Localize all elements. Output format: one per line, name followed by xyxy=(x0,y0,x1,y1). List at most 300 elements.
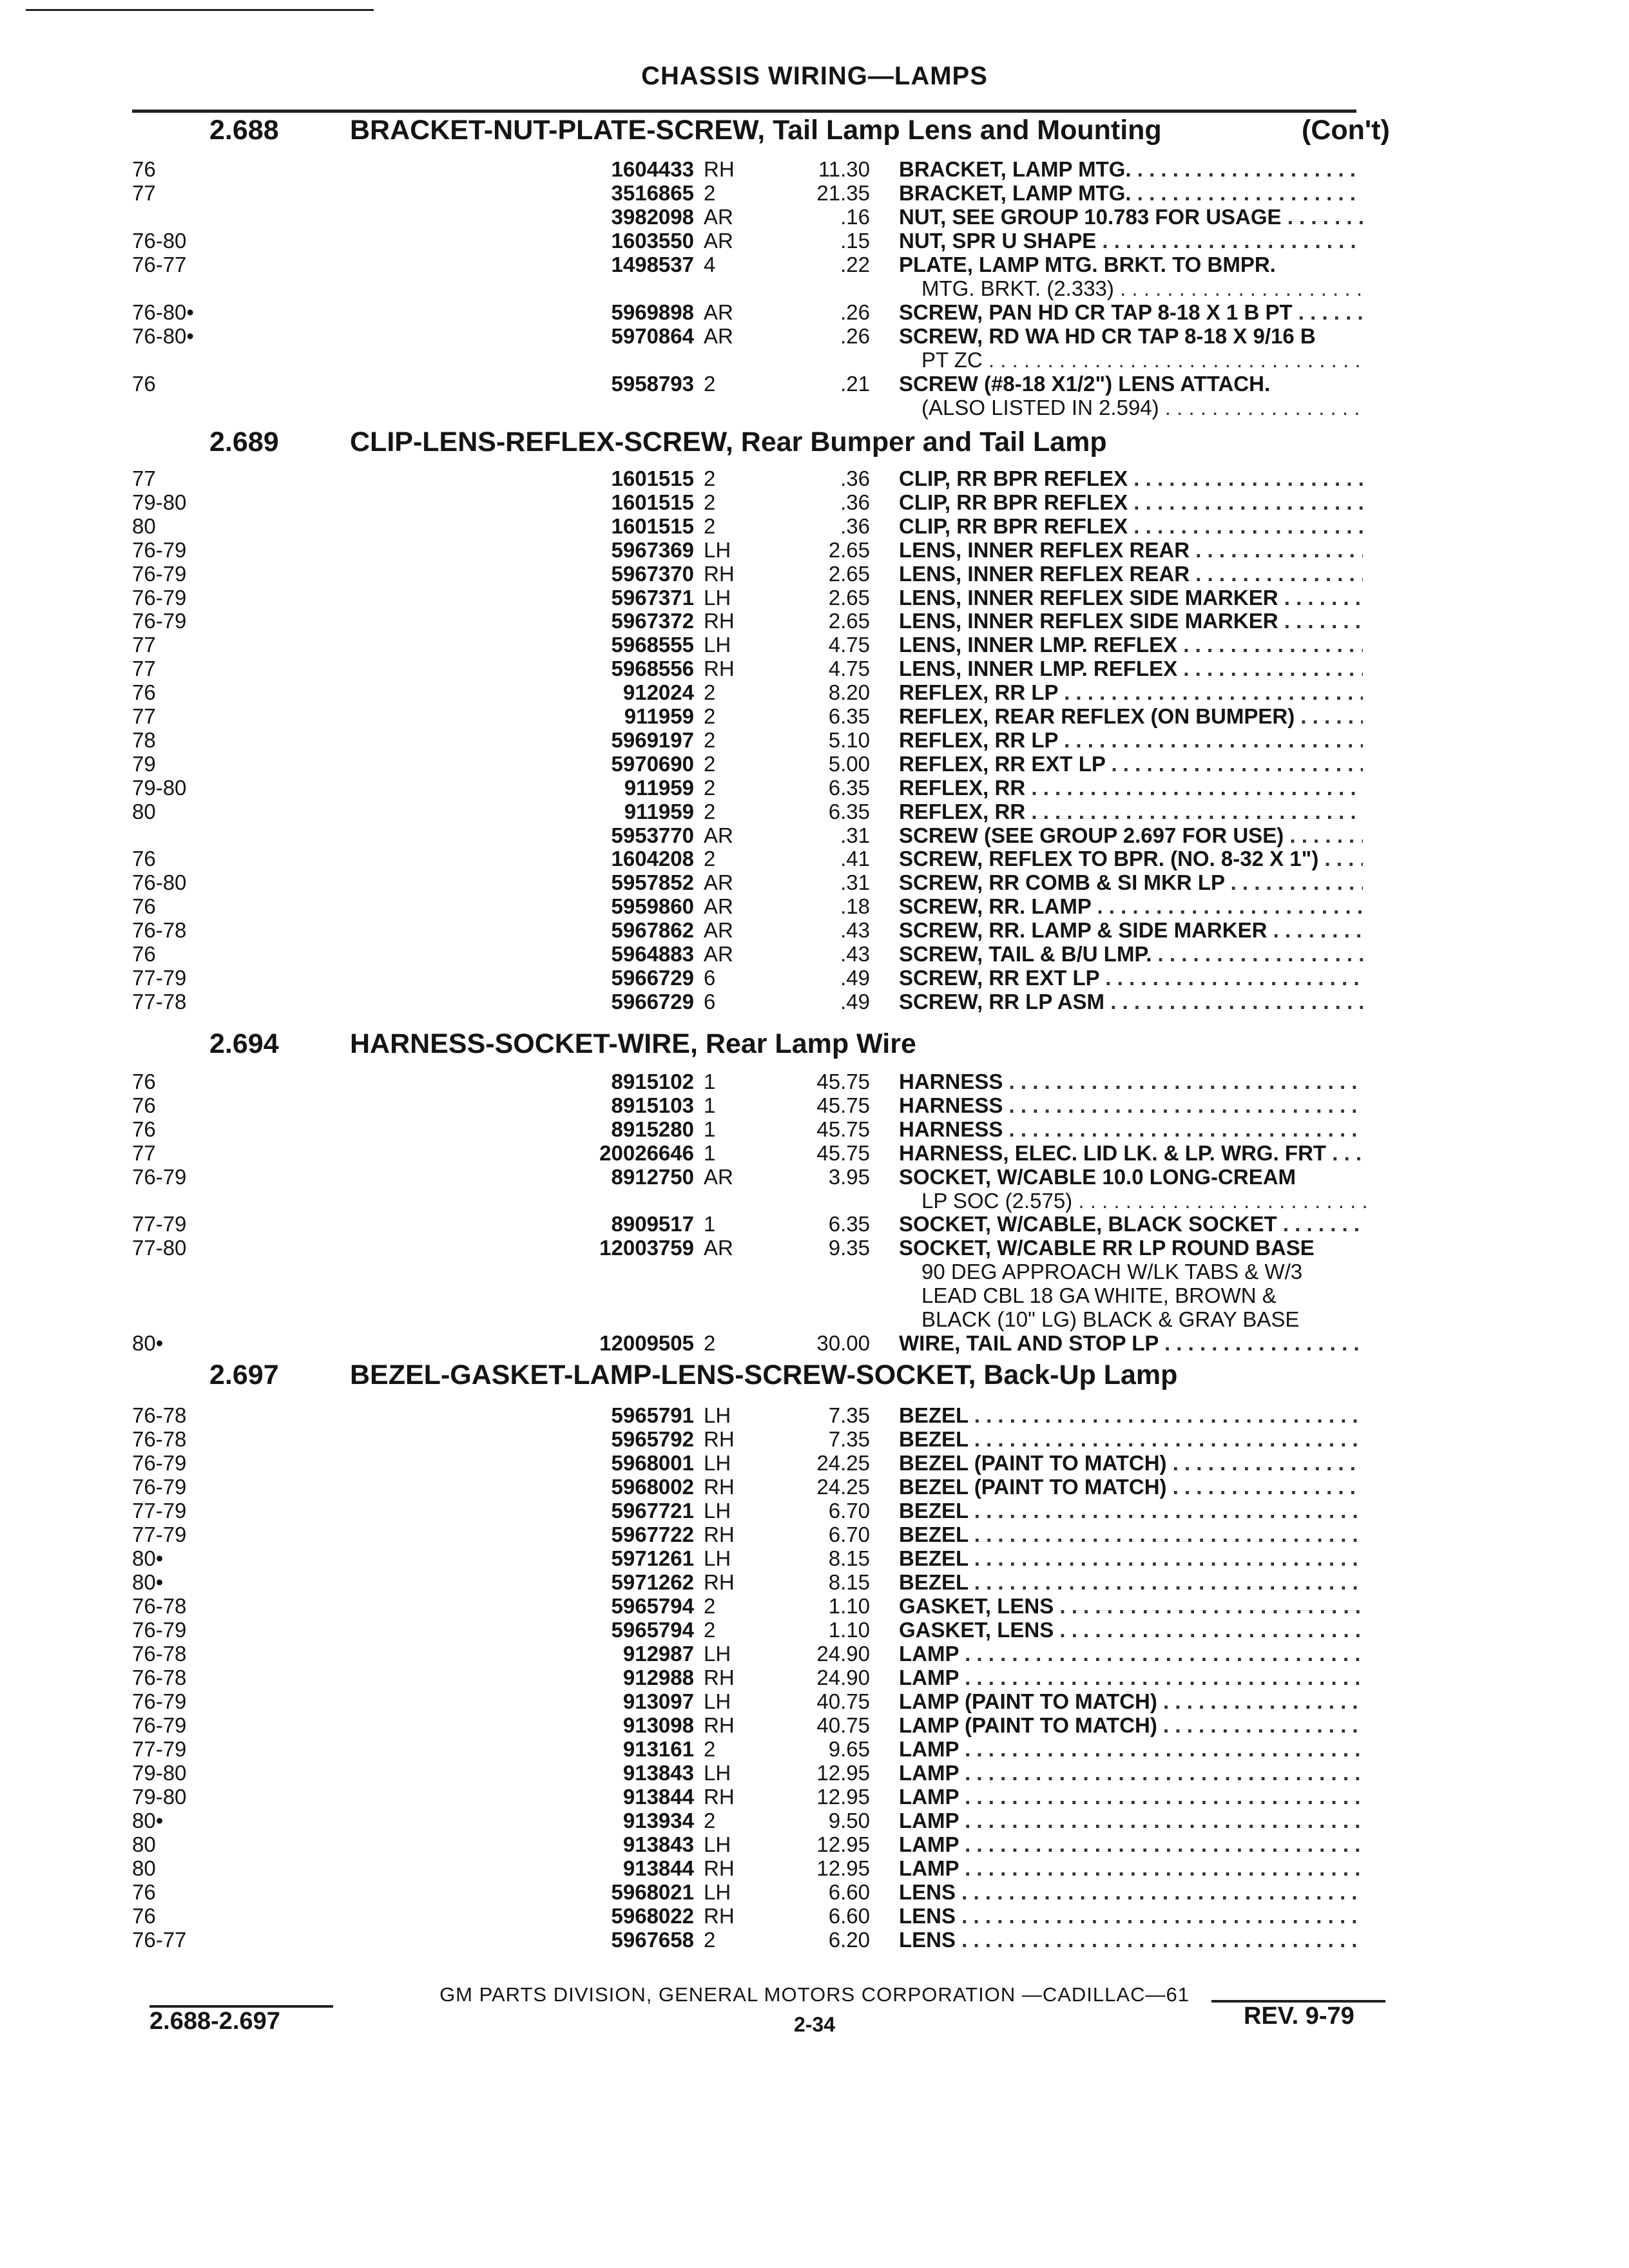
table-row xyxy=(0,1546,1629,1571)
row-description: LAMP (PAINT TO MATCH) . . . xyxy=(899,1713,1363,1738)
row-quantity: RH xyxy=(704,1856,735,1880)
row-price: .49 xyxy=(840,965,870,990)
row-description: LENS, INNER LMP. REFLEX . . . xyxy=(899,657,1363,681)
table-row xyxy=(0,490,1629,515)
row-year: 76-79 xyxy=(132,537,187,562)
row-description: REFLEX, RR . . . xyxy=(899,800,1363,824)
row-year: 76-79 xyxy=(132,561,187,586)
section-title: CLIP-LENS-REFLEX-SCREW, Rear Bumper and Tail Lamp xyxy=(350,427,1107,457)
row-quantity: 6 xyxy=(704,989,716,1014)
row-description: CLIP, RR BPR REFLEX . . . xyxy=(899,514,1363,539)
row-price: 7.35 xyxy=(828,1427,870,1451)
row-description: HARNESS . . . xyxy=(899,1117,1363,1142)
row-quantity: RH xyxy=(704,609,735,633)
table-row xyxy=(0,657,1629,681)
row-quantity: 2 xyxy=(704,751,716,776)
table-row xyxy=(0,1737,1629,1762)
row-quantity: AR xyxy=(704,894,733,919)
row-description: CLIP, RR BPR REFLEX . . . xyxy=(899,466,1363,491)
row-price: .21 xyxy=(840,372,870,396)
row-description: LENS . . . xyxy=(899,1928,1363,1952)
row-quantity: RH xyxy=(704,1475,735,1499)
row-quantity: 2 xyxy=(704,1594,716,1618)
row-part-number: 1498537 xyxy=(611,253,694,276)
row-quantity: LH xyxy=(704,1642,731,1666)
row-price: 9.65 xyxy=(828,1737,870,1761)
row-description: CLIP, RR BPR REFLEX . . . xyxy=(899,490,1363,515)
row-description: SOCKET, W/CABLE 10.0 LONG-CREAM xyxy=(899,1164,1296,1189)
row-description: LENS, INNER REFLEX REAR . . . xyxy=(899,538,1363,562)
row-part-number: 911959 xyxy=(624,704,694,728)
row-part-number: 12003759 xyxy=(599,1236,694,1260)
table-row xyxy=(0,1427,1629,1452)
table-row xyxy=(0,823,1629,848)
row-year: 77 xyxy=(132,633,156,657)
row-price: 4.75 xyxy=(828,657,870,681)
row-part-number: 5968555 xyxy=(611,633,694,657)
table-row xyxy=(0,324,1629,349)
row-price: 6.70 xyxy=(828,1523,870,1546)
row-quantity: RH xyxy=(704,1666,735,1689)
row-description: LENS . . . xyxy=(899,1880,1363,1905)
row-year: 76 xyxy=(132,942,156,966)
table-row xyxy=(0,229,1629,253)
row-price: .16 xyxy=(840,205,870,229)
row-year: 76-78 xyxy=(132,1403,187,1427)
table-row xyxy=(0,942,1629,966)
row-part-number: 5969898 xyxy=(611,300,694,324)
row-part-number: 5967369 xyxy=(611,537,694,562)
row-quantity: AR xyxy=(704,918,733,943)
row-description: LENS, INNER LMP. REFLEX . . . xyxy=(899,633,1363,657)
row-year: 76 xyxy=(132,1093,156,1117)
row-description: SCREW, RR. LAMP . . . xyxy=(899,894,1363,919)
row-quantity: AR xyxy=(704,1236,733,1260)
table-row xyxy=(0,1523,1629,1547)
row-price: .36 xyxy=(840,514,870,538)
row-year: 76-78 xyxy=(132,1666,187,1689)
row-description: REFLEX, RR LP . . . xyxy=(899,680,1363,705)
row-description: SOCKET, W/CABLE RR LP ROUND BASE xyxy=(899,1236,1315,1260)
row-part-number: 5969197 xyxy=(611,727,694,752)
footer-revision: REV. 9-79 xyxy=(1244,2003,1354,2030)
row-price: .43 xyxy=(840,918,870,943)
row-quantity: LH xyxy=(704,1689,731,1713)
row-price: 6.20 xyxy=(828,1928,870,1952)
row-year: 76-78 xyxy=(132,1594,187,1618)
row-quantity: AR xyxy=(704,324,733,348)
row-description: HARNESS . . . xyxy=(899,1093,1363,1118)
row-part-number: 1604208 xyxy=(611,847,694,871)
row-year: 80 xyxy=(132,514,156,538)
row-quantity: LH xyxy=(704,1451,731,1475)
row-quantity: AR xyxy=(704,823,733,847)
row-price: 45.75 xyxy=(816,1117,870,1141)
row-price: .31 xyxy=(840,823,870,847)
row-year: 76-79 xyxy=(132,585,187,610)
row-quantity: RH xyxy=(704,561,735,586)
row-description: BEZEL . . . xyxy=(899,1523,1363,1547)
row-price: 1.10 xyxy=(828,1618,870,1642)
table-row xyxy=(0,1809,1629,1833)
row-description: LENS, INNER REFLEX REAR . . . xyxy=(899,562,1363,586)
row-description: LENS, INNER REFLEX SIDE MARKER . . . xyxy=(899,609,1363,633)
row-description: SCREW, TAIL & B/U LMP. . . . xyxy=(899,942,1363,966)
row-year: 76 xyxy=(132,1070,156,1093)
row-price: 6.35 xyxy=(828,1212,870,1236)
page-title: CHASSIS WIRING—LAMPS xyxy=(641,62,988,90)
row-quantity: LH xyxy=(704,1546,731,1570)
row-description: REFLEX, RR EXT LP . . . xyxy=(899,752,1363,776)
row-price: .43 xyxy=(840,942,870,966)
table-row xyxy=(0,633,1629,657)
row-part-number: 5953770 xyxy=(611,823,694,847)
table-row xyxy=(0,466,1629,491)
row-quantity: 2 xyxy=(704,680,716,705)
row-description: BEZEL (PAINT TO MATCH) . . . xyxy=(899,1451,1363,1475)
row-year: 76-80 xyxy=(132,229,187,253)
row-price: 6.35 xyxy=(828,775,870,800)
row-price: .49 xyxy=(840,989,870,1014)
row-description: NUT, SPR U SHAPE . . . xyxy=(899,229,1363,253)
row-price: .18 xyxy=(840,894,870,919)
row-quantity: RH xyxy=(704,1904,735,1928)
row-price: 12.95 xyxy=(816,1832,870,1856)
row-part-number: 3982098 xyxy=(611,205,694,229)
row-year: 79-80 xyxy=(132,1761,187,1785)
row-year: 80• xyxy=(132,1570,164,1594)
row-part-number: 5967371 xyxy=(611,585,694,610)
row-part-number: 913844 xyxy=(622,1856,694,1880)
row-part-number: 1603550 xyxy=(611,229,694,253)
row-year: 76-79 xyxy=(132,609,187,633)
table-row xyxy=(0,1165,1629,1189)
row-quantity: RH xyxy=(704,157,735,181)
table-row xyxy=(0,1499,1629,1523)
table-row xyxy=(0,538,1629,562)
table-row xyxy=(0,1570,1629,1595)
table-row xyxy=(0,870,1629,895)
table-row xyxy=(0,586,1629,610)
table-row xyxy=(0,752,1629,776)
row-description: BEZEL . . . xyxy=(899,1499,1363,1523)
row-year: 76-78 xyxy=(132,1642,187,1666)
row-year: 77 xyxy=(132,704,156,728)
table-row xyxy=(0,1451,1629,1475)
row-price: 3.95 xyxy=(828,1164,870,1189)
table-row xyxy=(0,181,1629,206)
row-price: 1.10 xyxy=(828,1594,870,1618)
row-part-number: 5965792 xyxy=(611,1427,694,1451)
row-part-number: 5957852 xyxy=(611,870,694,895)
section-number: 2.689 xyxy=(209,427,279,457)
row-year: 77 xyxy=(132,1140,156,1165)
section-title: BEZEL-GASKET-LAMP-LENS-SCREW-SOCKET, Back-Up Lamp xyxy=(350,1360,1178,1390)
row-part-number: 1601515 xyxy=(611,466,694,490)
row-quantity: LH xyxy=(704,633,731,657)
row-quantity: RH xyxy=(704,657,735,681)
row-quantity: AR xyxy=(704,1164,733,1189)
row-description: SCREW, RR LP ASM . . . xyxy=(899,990,1363,1014)
row-price: 2.65 xyxy=(828,609,870,633)
row-description: SCREW, RR EXT LP . . . xyxy=(899,966,1363,990)
row-quantity: 2 xyxy=(704,727,716,752)
table-row xyxy=(0,1832,1629,1857)
row-description-continued: PT ZC . . . xyxy=(921,348,1366,372)
row-year: 76 xyxy=(132,1880,156,1904)
row-part-number: 1601515 xyxy=(611,490,694,514)
table-row xyxy=(0,1141,1629,1166)
row-part-number: 913098 xyxy=(622,1713,694,1737)
row-description-continued: LP SOC (2.575) . . . xyxy=(921,1189,1366,1213)
table-row xyxy=(0,1117,1629,1142)
row-price: .36 xyxy=(840,466,870,490)
row-year: 76-77 xyxy=(132,253,187,276)
row-year: 76-79 xyxy=(132,1713,187,1737)
row-year: 76-79 xyxy=(132,1689,187,1713)
row-part-number: 5970864 xyxy=(611,324,694,348)
row-part-number: 5967722 xyxy=(611,1523,694,1546)
row-year: 77-79 xyxy=(132,1737,187,1761)
row-price: 40.75 xyxy=(816,1689,870,1713)
table-row xyxy=(0,1475,1629,1499)
row-year: 76-79 xyxy=(132,1618,187,1642)
row-price: 8.15 xyxy=(828,1546,870,1570)
row-part-number: 912024 xyxy=(622,680,694,705)
row-price: 6.60 xyxy=(828,1880,870,1904)
row-price: 30.00 xyxy=(816,1331,870,1355)
row-year: 77-79 xyxy=(132,1523,187,1546)
row-year: 76 xyxy=(132,1117,156,1141)
row-quantity: LH xyxy=(704,537,731,562)
row-description: SCREW, RR. LAMP & SIDE MARKER . . . xyxy=(899,918,1363,943)
row-part-number: 5958793 xyxy=(611,372,694,396)
row-part-number: 912988 xyxy=(622,1666,694,1689)
row-description-continued: BLACK (10" LG) BLACK & GRAY BASE xyxy=(921,1307,1300,1331)
row-year: 76-78 xyxy=(132,918,187,943)
row-price: 8.15 xyxy=(828,1570,870,1594)
table-row xyxy=(0,1713,1629,1738)
row-price: 9.50 xyxy=(828,1809,870,1832)
row-price: .41 xyxy=(840,847,870,871)
row-price: 6.35 xyxy=(828,799,870,823)
row-part-number: 8915102 xyxy=(611,1070,694,1093)
row-part-number: 913843 xyxy=(622,1832,694,1856)
row-description: LAMP . . . xyxy=(899,1642,1363,1666)
section-header xyxy=(209,1360,1177,1391)
row-quantity: 2 xyxy=(704,1809,716,1832)
row-description: REFLEX, RR LP . . . xyxy=(899,728,1363,753)
row-quantity: AR xyxy=(704,300,733,324)
row-part-number: 1601515 xyxy=(611,514,694,538)
table-row xyxy=(0,1642,1629,1666)
row-year: 80• xyxy=(132,1546,164,1570)
row-part-number: 911959 xyxy=(624,799,694,823)
row-description: SCREW, RR COMB & SI MKR LP . . . xyxy=(899,870,1363,895)
row-price: 6.70 xyxy=(828,1499,870,1523)
row-year: 77-78 xyxy=(132,989,187,1014)
row-price: 45.75 xyxy=(816,1070,870,1093)
row-quantity: AR xyxy=(704,205,733,229)
row-description: SCREW (#8-18 X1/2") LENS ATTACH. xyxy=(899,372,1271,396)
row-price: 2.65 xyxy=(828,537,870,562)
row-year: 76-79 xyxy=(132,1475,187,1499)
row-year: 77-79 xyxy=(132,1212,187,1236)
row-description: HARNESS . . . xyxy=(899,1070,1363,1094)
footer-corporation: GM PARTS DIVISION, GENERAL MOTORS CORPORATION —CADILLAC—61 xyxy=(439,1983,1190,2006)
row-year: 76-80• xyxy=(132,324,194,348)
row-quantity: 2 xyxy=(704,1737,716,1761)
table-row xyxy=(0,847,1629,871)
row-part-number: 5967721 xyxy=(611,1499,694,1523)
row-description: REFLEX, RR . . . xyxy=(899,776,1363,800)
row-price: 6.35 xyxy=(828,704,870,728)
row-part-number: 913843 xyxy=(622,1761,694,1785)
table-row xyxy=(0,990,1629,1014)
row-year: 77 xyxy=(132,181,156,205)
table-row xyxy=(0,514,1629,539)
table-row xyxy=(0,1856,1629,1881)
row-quantity: LH xyxy=(704,1832,731,1856)
row-part-number: 5971261 xyxy=(611,1546,694,1570)
row-year: 77-79 xyxy=(132,1499,187,1523)
row-price: 24.25 xyxy=(816,1451,870,1475)
row-year: 76-77 xyxy=(132,1928,187,1952)
row-year: 77-80 xyxy=(132,1236,187,1260)
row-price: 45.75 xyxy=(816,1140,870,1165)
row-part-number: 913844 xyxy=(622,1785,694,1809)
row-price: 9.35 xyxy=(828,1236,870,1260)
row-year: 76-79 xyxy=(132,1451,187,1475)
row-price: .36 xyxy=(840,490,870,514)
row-quantity: 6 xyxy=(704,965,716,990)
table-row xyxy=(0,609,1629,633)
row-price: .15 xyxy=(840,229,870,253)
row-part-number: 5966729 xyxy=(611,989,694,1014)
row-year: 77-79 xyxy=(132,965,187,990)
row-part-number: 8915103 xyxy=(611,1093,694,1117)
row-price: 40.75 xyxy=(816,1713,870,1737)
row-price: 24.90 xyxy=(816,1666,870,1689)
row-description: BEZEL (PAINT TO MATCH) . . . xyxy=(899,1475,1363,1499)
row-description: BRACKET, LAMP MTG. . . . xyxy=(899,157,1363,182)
row-quantity: 1 xyxy=(704,1140,716,1165)
row-year: 79 xyxy=(132,751,156,776)
row-description: GASKET, LENS . . . xyxy=(899,1594,1363,1619)
section-header xyxy=(209,427,1107,458)
table-row xyxy=(0,1070,1629,1094)
table-row xyxy=(0,680,1629,705)
row-price: 24.90 xyxy=(816,1642,870,1666)
section-title: HARNESS-SOCKET-WIRE, Rear Lamp Wire xyxy=(350,1028,916,1059)
row-description: GASKET, LENS . . . xyxy=(899,1618,1363,1642)
row-year: 77 xyxy=(132,466,156,490)
section-number: 2.688 xyxy=(209,115,279,146)
row-year: 78 xyxy=(132,727,156,752)
row-quantity: RH xyxy=(704,1785,735,1809)
row-price: 12.95 xyxy=(816,1761,870,1785)
row-description-continued: 90 DEG APPROACH W/LK TABS & W/3 xyxy=(921,1260,1303,1284)
row-quantity: 1 xyxy=(704,1070,716,1093)
row-description: WIRE, TAIL AND STOP LP . . . xyxy=(899,1331,1363,1356)
row-description: LAMP . . . xyxy=(899,1737,1363,1762)
row-quantity: 2 xyxy=(704,372,716,396)
row-part-number: 5968556 xyxy=(611,657,694,681)
row-description: NUT, SEE GROUP 10.783 FOR USAGE . . . xyxy=(899,205,1363,229)
row-price: 6.60 xyxy=(828,1904,870,1928)
row-part-number: 3516865 xyxy=(611,181,694,205)
table-row xyxy=(0,1928,1629,1952)
table-row xyxy=(0,1212,1629,1236)
row-price: 21.35 xyxy=(816,181,870,205)
row-part-number: 5971262 xyxy=(611,1570,694,1594)
row-price: 4.75 xyxy=(828,633,870,657)
row-quantity: 2 xyxy=(704,775,716,800)
row-description: SCREW, RD WA HD CR TAP 8-18 X 9/16 B xyxy=(899,324,1316,348)
table-row xyxy=(0,1785,1629,1809)
row-quantity: RH xyxy=(704,1427,735,1451)
table-row xyxy=(0,800,1629,824)
row-year: 76-80• xyxy=(132,300,194,324)
row-year: 76-78 xyxy=(132,1427,187,1451)
row-quantity: 2 xyxy=(704,1618,716,1642)
row-price: 12.95 xyxy=(816,1785,870,1809)
row-description: LAMP . . . xyxy=(899,1666,1363,1690)
table-row xyxy=(0,894,1629,919)
table-row xyxy=(0,776,1629,800)
row-description-continued: (ALSO LISTED IN 2.594) . . . xyxy=(921,396,1366,420)
row-quantity: 2 xyxy=(704,704,716,728)
table-row xyxy=(0,253,1629,277)
row-part-number: 913097 xyxy=(622,1689,694,1713)
table-row xyxy=(0,1594,1629,1619)
row-description: BEZEL . . . xyxy=(899,1403,1363,1428)
table-row xyxy=(0,1689,1629,1714)
row-part-number: 5965794 xyxy=(611,1618,694,1642)
table-row xyxy=(0,704,1629,729)
row-part-number: 5968001 xyxy=(611,1451,694,1475)
row-part-number: 5967862 xyxy=(611,918,694,943)
table-row xyxy=(0,1403,1629,1428)
row-description: LENS, INNER REFLEX SIDE MARKER . . . xyxy=(899,586,1363,610)
row-part-number: 5970690 xyxy=(611,751,694,776)
row-year: 79-80 xyxy=(132,775,187,800)
row-price: 5.10 xyxy=(828,727,870,752)
table-row xyxy=(0,562,1629,586)
row-price: 11.30 xyxy=(818,157,870,181)
row-part-number: 5967372 xyxy=(611,609,694,633)
row-part-number: 20026646 xyxy=(599,1140,694,1165)
row-part-number: 5964883 xyxy=(611,942,694,966)
row-quantity: LH xyxy=(704,1761,731,1785)
row-part-number: 1604433 xyxy=(611,157,694,181)
row-description: REFLEX, REAR REFLEX (ON BUMPER) . . . xyxy=(899,704,1363,729)
row-price: 7.35 xyxy=(828,1403,870,1427)
row-quantity: 2 xyxy=(704,514,716,538)
row-part-number: 5959860 xyxy=(611,894,694,919)
section-number: 2.697 xyxy=(209,1360,279,1390)
table-row xyxy=(0,205,1629,229)
row-part-number: 5968002 xyxy=(611,1475,694,1499)
row-description: LAMP . . . xyxy=(899,1785,1363,1809)
row-year: 76 xyxy=(132,157,156,181)
row-quantity: 4 xyxy=(704,253,716,276)
row-quantity: 1 xyxy=(704,1093,716,1117)
row-quantity: 2 xyxy=(704,466,716,490)
row-part-number: 913161 xyxy=(622,1737,694,1761)
table-row xyxy=(0,728,1629,753)
row-quantity: 2 xyxy=(704,1331,716,1355)
